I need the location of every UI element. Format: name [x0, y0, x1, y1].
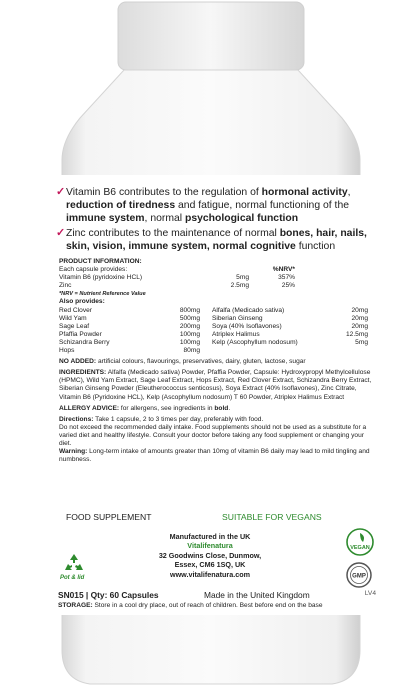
claim-part: and fatigue, normal functioning of the	[175, 200, 349, 212]
check-icon: ✓	[56, 186, 66, 198]
nutrient-nrv: 25%	[281, 282, 295, 290]
ingredient-name: Kelp (Ascophyllum nodosum)	[212, 338, 298, 346]
ingredient-name: Siberian Ginseng	[212, 314, 263, 322]
gmp-logo-text: GMP	[352, 573, 366, 580]
ingredient-amount: 12.5mg	[346, 330, 368, 338]
nutrient-row	[59, 274, 375, 282]
allergy-bold: bold	[214, 404, 229, 412]
ingredient-amount	[332, 347, 368, 355]
sku-row	[58, 590, 376, 600]
claim-vitamin-b6	[56, 186, 368, 226]
ingredient-name: Sage Leaf	[59, 322, 90, 330]
ingredient-amount: 200mg	[179, 322, 200, 330]
ingredient-amount: 20mg	[351, 314, 368, 322]
claim-part: function	[295, 240, 336, 252]
brand-name: Vitalifenatura	[187, 541, 233, 551]
bottle-cap	[118, 2, 304, 70]
allergy-label: ALLERGY ADVICE:	[59, 404, 120, 412]
also-provides-row	[59, 339, 375, 347]
ingredient-name: Wild Yam	[59, 314, 87, 322]
allergy-text: for allergens, see ingredients in	[119, 404, 215, 412]
ingredient-name: Hops	[59, 347, 75, 355]
allergy-advice	[59, 405, 375, 413]
ingredient-amount: 100mg	[179, 338, 200, 346]
ingredient-amount: 500mg	[179, 314, 200, 322]
warning-label: Warning:	[59, 448, 88, 456]
also-provides-heading: Also provides:	[59, 298, 105, 306]
recycle-text: Pot & lid	[60, 575, 85, 581]
manufactured-in: Manufactured in the UK	[169, 532, 251, 541]
also-provides-row	[59, 347, 375, 355]
ingredient-name: Red Clover	[59, 306, 92, 314]
also-provides-row	[59, 307, 375, 315]
website: www.vitalifenatura.com	[169, 569, 250, 579]
ingredients	[59, 369, 375, 401]
ingredient-name: Schizandra Berry	[59, 338, 110, 346]
ingredient-name	[200, 347, 332, 355]
check-icon: ✓	[56, 226, 66, 239]
warning-text: Long-term intake of amounts greater than 10mg of vitamin B6 daily may lead to mild tingling and numbness.	[59, 448, 370, 464]
also-provides-row	[59, 331, 375, 339]
claim-part-bold: bones, hair, nails, skin, vision, immune system, normal cognitive	[66, 227, 367, 252]
health-claims	[56, 186, 368, 254]
ingredient-amount: 800mg	[179, 306, 200, 314]
product-information	[59, 258, 375, 464]
food-supplement-label: FOOD SUPPLEMENT	[66, 512, 152, 522]
directions-text: Take 1 capsule, 2 to 3 times per day, preferably with food.	[93, 415, 264, 423]
claim-part-bold: reduction of tiredness	[66, 200, 176, 212]
warning	[59, 448, 375, 464]
ingredient-name: Soya (40% Isoflavones)	[212, 322, 282, 330]
allergy-end: .	[228, 404, 231, 412]
sku-qty: SN015 | Qty: 60 Capsules	[58, 590, 159, 600]
claim-part-bold: immune system	[66, 213, 145, 225]
nutrient-name: Vitamin B6 (pyridoxine HCL)	[59, 274, 143, 282]
storage	[58, 602, 376, 610]
nutrient-row	[59, 282, 375, 290]
ingredient-amount: 80mg	[183, 347, 200, 355]
gmp-logo-icon	[346, 562, 372, 588]
claim-zinc	[56, 227, 368, 253]
nutrient-amount: 2.5mg	[230, 282, 249, 290]
nrv-note: *NRV = Nutrient Reference Value	[59, 291, 146, 298]
no-added-text: artificial colours, flavourings, preservatives, dairy, gluten, lactose, sugar	[96, 358, 306, 366]
vegan-logo-icon	[346, 528, 374, 556]
directions	[59, 416, 375, 424]
ingredient-name: Atriplex Halimus	[212, 330, 260, 338]
ingredient-amount: 20mg	[351, 306, 368, 314]
no-added	[59, 358, 375, 366]
storage-label: STORAGE:	[58, 602, 93, 609]
nutrient-name: Zinc	[59, 282, 72, 290]
vegan-logo-text: VEGAN	[350, 545, 370, 551]
ingredient-amount: 100mg	[179, 330, 200, 338]
nrv-header: %NRV*	[272, 266, 295, 274]
ingredients-text: Alfalfa (Medicado sativa) Powder, Pfaffia Powder, Capsule: Hydroxypropyl Methylcellulose (HPMC), Wild Yam Extract, Sage Leaf Extract, Hops Extract, Red Clover Extract, Schizandra Berry Extract, Siberian Ginseng Powder (Eleutherococcus senticosus), Soya Extract (40% Isoflavones), Zinc Citrate, Vitamin B6 (Pyridoxine HCL), Kelp (Ascophyllum nodosum) T 60 Powder, Atriplex Halimus Extract	[59, 369, 372, 401]
also-provides-row	[59, 323, 375, 331]
ingredient-name: Alfalfa (Medicado sativa)	[212, 306, 285, 314]
each-capsule-label: Each capsule provides:	[59, 266, 128, 274]
also-provides-row	[59, 315, 375, 323]
claim-part: Zinc contributes to the maintenance of normal	[66, 227, 280, 239]
vegan-suitable-label: SUITABLE FOR VEGANS	[222, 512, 322, 522]
nutrient-amount: 5mg	[236, 274, 249, 282]
recycle-icon	[62, 552, 86, 574]
lv-code: LV4	[364, 590, 376, 597]
claim-part: Vitamin B6 contributes to the regulation of	[66, 187, 262, 198]
ingredient-name: Pfaffia Powder	[59, 330, 102, 338]
ingredient-amount: 5mg	[355, 338, 368, 346]
claim-part: , normal	[144, 213, 185, 225]
claim-part-bold: hormonal activity	[261, 187, 348, 198]
claim-part-bold: psychological function	[184, 213, 299, 225]
directions-label: Directions:	[59, 415, 94, 423]
address-line-1: 32 Goodwins Close, Dunmow,	[158, 550, 262, 560]
advisory: Do not exceed the recommended daily intake. Food supplements should not be used as a substitute for a varied diet and healthy lifestyle. Consult your doctor before taking any food supplement or changing your diet.	[59, 423, 367, 447]
address-line-2: Essex, CM6 1SQ, UK	[174, 560, 246, 570]
manufacturer-block	[120, 532, 300, 579]
ingredient-amount: 20mg	[351, 322, 368, 330]
storage-text: Store in a cool dry place, out of reach of children. Best before end on the base	[92, 602, 323, 609]
made-in: Made in the United Kingdom	[204, 590, 310, 600]
no-added-label: NO ADDED:	[59, 358, 97, 366]
claim-part: ,	[347, 187, 351, 198]
product-info-heading: PRODUCT INFORMATION:	[59, 258, 142, 265]
nutrient-header-row	[59, 266, 375, 274]
ingredients-label: INGREDIENTS:	[59, 369, 107, 377]
also-provides-table	[59, 307, 375, 356]
nutrient-nrv: 357%	[278, 274, 295, 282]
